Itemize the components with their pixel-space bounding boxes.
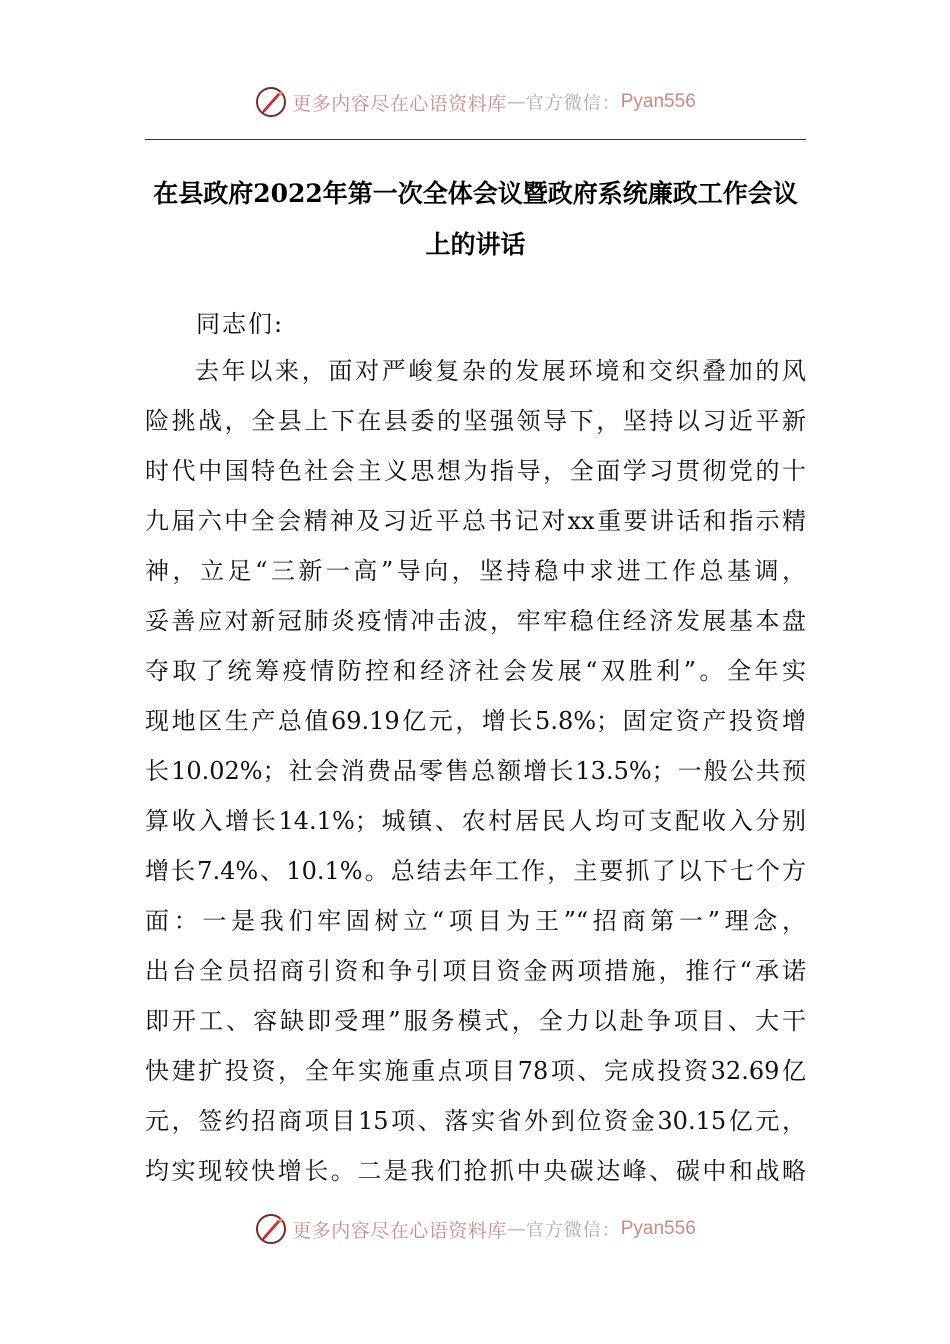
body-line: 长10.02%；社会消费品零售总额增长13.5%；一般公共预: [145, 757, 806, 785]
body-line: 险挑战，全县上下在县委的坚强领导下，坚持以习近平新: [145, 407, 806, 435]
body-line: 算收入增长14.1%；城镇、农村居民人均可支配收入分别: [145, 807, 806, 835]
watermark-official-label: 官方微信：: [525, 93, 621, 114]
watermark-brand-text: 更多内容尽在心语资料库: [292, 92, 507, 115]
body-line: 去年以来，面对严峻复杂的发展环境和交织叠加的风: [195, 357, 806, 385]
body-line: 夺取了统筹疫情防控和经济社会发展“双胜利”。全年实: [145, 657, 806, 685]
document-title: [145, 168, 806, 270]
body-line: 即开工、容缺即受理”服务模式，全力以赴争项目、大干: [145, 1007, 806, 1035]
header-watermark: [0, 82, 950, 122]
header-divider: [145, 139, 806, 140]
body-line: 快建扩投资，全年实施重点项目78项、完成投资32.69亿: [145, 1057, 806, 1085]
watermark-separator: —: [506, 1218, 526, 1240]
greeting: 同志们:: [196, 310, 285, 338]
body-paragraph: [145, 346, 806, 1196]
quill-pen-circle-icon: [254, 1212, 288, 1246]
watermark-brand-text: 更多内容尽在心语资料库: [292, 1219, 507, 1242]
body-line: 九届六中全会精神及习近平总书记对xx重要讲话和指示精: [145, 507, 806, 535]
quill-pen-circle-icon: [254, 85, 288, 119]
body-line: 时代中国特色社会主义思想为指导，全面学习贯彻党的十: [145, 457, 806, 485]
watermark-separator: —: [506, 91, 526, 113]
body-line: 现地区生产总值69.19亿元，增长5.8%；固定资产投资增: [145, 707, 806, 735]
body-line: 增长7.4%、10.1%。总结去年工作，主要抓了以下七个方: [145, 857, 806, 885]
title-line-2: 上的讲话: [425, 230, 526, 259]
body-line: 元，签约招商项目15项、落实省外到位资金30.15亿元，: [145, 1107, 806, 1135]
body-line: 妥善应对新冠肺炎疫情冲击波，牢牢稳住经济发展基本盘: [145, 607, 806, 635]
title-line-1: 在县政府2022年第一次全体会议暨政府系统廉政工作会议: [153, 179, 798, 208]
footer-watermark: [0, 1209, 950, 1249]
body-line: 出台全员招商引资和争引项目资金两项措施，推行“承诺: [145, 957, 806, 985]
body-line: 神，立足“三新一高”导向，坚持稳中求进工作总基调，: [145, 557, 806, 585]
body-line: 均实现较快增长。二是我们抢抓中央碳达峰、碳中和战略: [145, 1157, 806, 1185]
watermark-wechat-id: Pyan556: [620, 91, 696, 112]
body-line: 面：一是我们牢固树立“项目为王”“招商第一”理念，: [145, 907, 806, 935]
watermark-wechat-id: Pyan556: [620, 1218, 696, 1239]
watermark-official-label: 官方微信：: [525, 1220, 621, 1241]
